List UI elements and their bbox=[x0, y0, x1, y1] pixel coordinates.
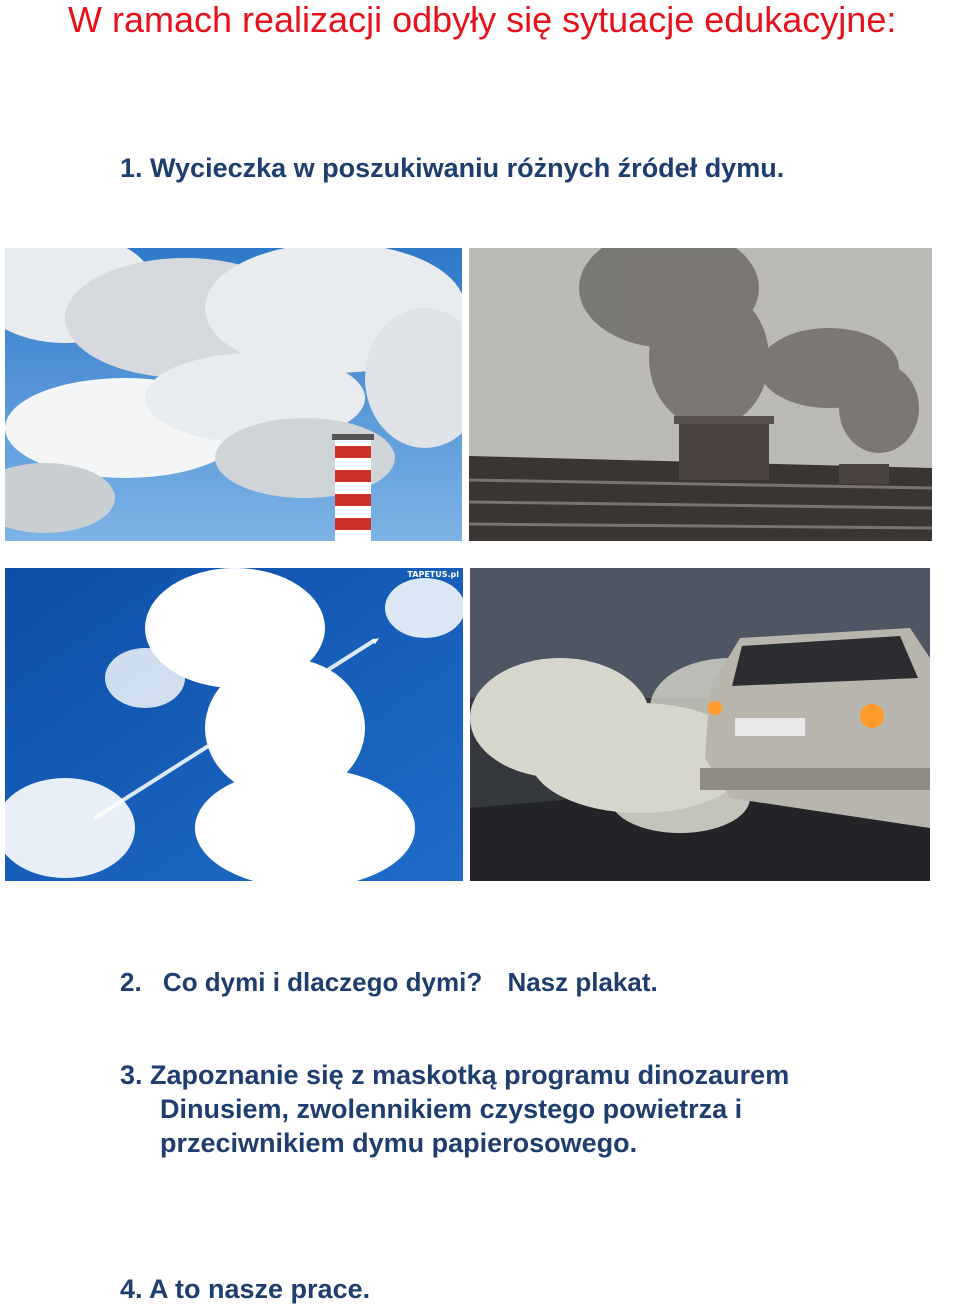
item-number: 3. bbox=[120, 1060, 143, 1090]
list-item-3 bbox=[120, 1058, 789, 1160]
page-title: W ramach realizacji odbyły się sytuacje edukacyjne: bbox=[68, 0, 897, 40]
item-text-poster: Nasz plakat. bbox=[507, 967, 658, 997]
list-item-2 bbox=[120, 966, 658, 998]
photo-house-chimney-smoke bbox=[469, 248, 932, 541]
photo-watermark: TAPETUS.pl bbox=[407, 570, 459, 579]
item-number: 4. bbox=[120, 1274, 143, 1304]
item-text-line3: przeciwnikiem dymu papierosowego. bbox=[160, 1128, 638, 1158]
item-text-line1: Zapoznanie się z maskotką programu dinozaurem bbox=[150, 1060, 790, 1090]
photo-car-exhaust bbox=[470, 568, 930, 881]
photo-airplane-contrail bbox=[5, 568, 463, 881]
item-number: 2. bbox=[120, 967, 142, 997]
list-item-4 bbox=[120, 1273, 370, 1305]
item-text-question: Co dymi i dlaczego dymi? bbox=[162, 967, 483, 997]
photo-factory-chimney bbox=[5, 248, 462, 541]
list-item-1 bbox=[120, 152, 784, 184]
item-text-line2: Dinusiem, zwolennikiem czystego powietrza i bbox=[160, 1094, 743, 1124]
item-text: A to nasze prace. bbox=[149, 1274, 371, 1304]
item-text: Wycieczka w poszukiwaniu różnych źródeł dymu. bbox=[150, 153, 785, 183]
item-number: 1. bbox=[120, 153, 143, 183]
